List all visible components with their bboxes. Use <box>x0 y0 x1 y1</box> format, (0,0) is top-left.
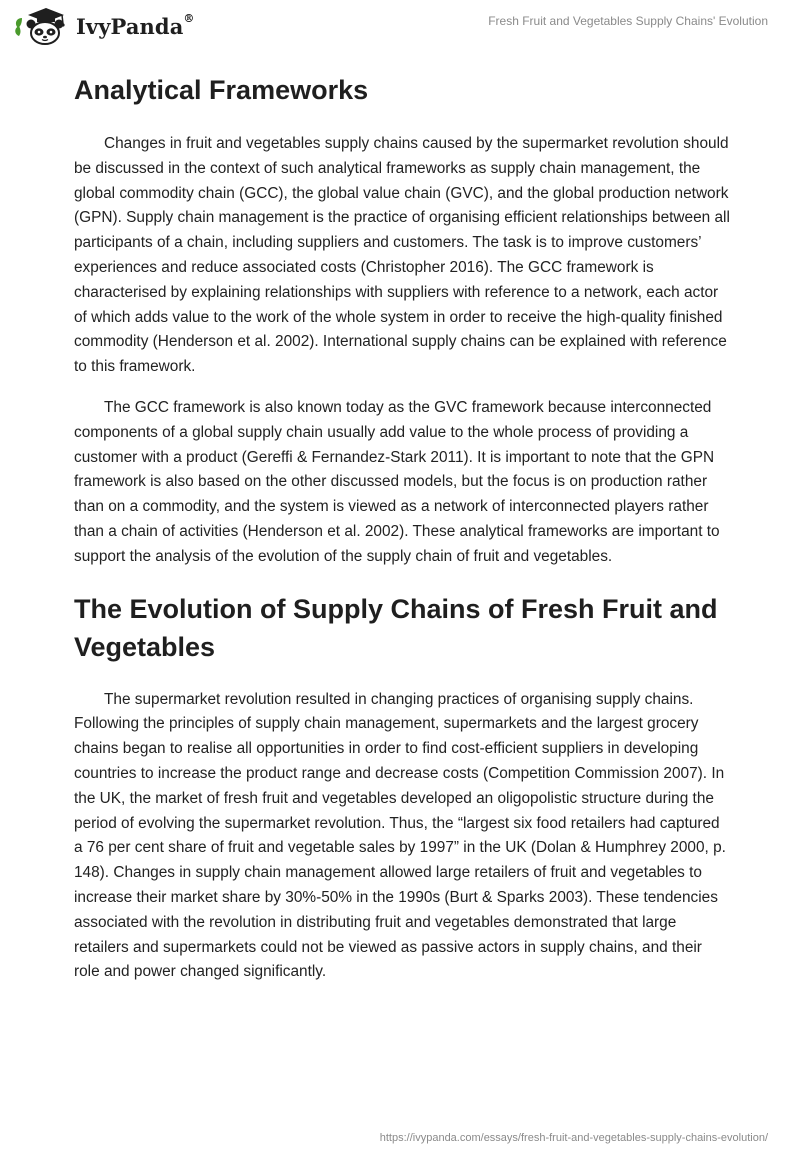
section-heading-evolution: The Evolution of Supply Chains of Fresh Fruit and Vegetables <box>74 593 718 662</box>
essay-content <box>74 70 730 1001</box>
paragraph: The supermarket revolution resulted in changing practices of organising supply chains. Following the principles of supply chain management, supermarkets and the largest grocery chains began to realise all opportunities in order to find cost-efficient suppliers in developing countries to increase the product range and decrease costs (Competition Commission 2007). In the UK, the market of fresh fruit and vegetables developed an oligopolistic structure during the period of evolving the supermarket revolution. Thus, the “largest six food retailers had captured a 76 per cent share of fruit and vegetable sales by 1997” in the UK (Dolan & Humphrey 2000, p. 148). Changes in supply chain management allowed large retailers of fruit and vegetables to increase their market share by 30%-50% in the 1990s (Burt & Sparks 2003). These tendencies associated with the revolution in distributing fruit and vegetables demonstrated that large retailers and supermarkets could not be viewed as passive actors in supply chains, and their role and power changed significantly. <box>74 690 726 981</box>
panda-graduate-icon <box>14 6 70 46</box>
paragraph: Changes in fruit and vegetables supply chains caused by the supermarket revolution should be discussed in the context of such analytical frameworks as supply chain management, the global commodity chain (GCC), the global value chain (GVC), and the global production network (GPN). Supply chain management is the practice of organising efficient relationships between all participants of a chain, including suppliers and customers. The task is to improve customers’ experiences and reduce associated costs (Christopher 2016). The GCC framework is characterised by explaining relationships with suppliers with reference to a network, each actor of which adds value to the work of the whole system in order to receive the high-quality finished commodity (Henderson et al. 2002). International supply chains can be explained with reference to this framework. <box>74 135 730 376</box>
logo-wordmark <box>76 11 195 39</box>
logo-text: IvyPanda <box>76 13 184 39</box>
document-title: Fresh Fruit and Vegetables Supply Chains' Evolution <box>488 14 768 28</box>
ivypanda-logo[interactable] <box>14 6 195 46</box>
page-header <box>0 0 800 50</box>
source-url[interactable]: https://ivypanda.com/essays/fresh-fruit-and-vegetables-supply-chains-evolution/ <box>379 1132 768 1144</box>
section-heading-analytical-frameworks: Analytical Frameworks <box>74 75 369 105</box>
paragraph: The GCC framework is also known today as the GVC framework because interconnected components of a global supply chain usually add value to the whole process of providing a customer with a product (Gereffi & Fernandez-Stark 2011). It is important to note that the GPN framework is also based on the other discussed models, but the focus is on production rather than on a commodity, and the system is viewed as a network of interconnected players rather than a chain of activities (Henderson et al. 2002). These analytical frameworks are important to support the analysis of the evolution of the supply chain of fruit and vegetables. <box>74 398 720 565</box>
registered-mark: ® <box>183 11 195 25</box>
